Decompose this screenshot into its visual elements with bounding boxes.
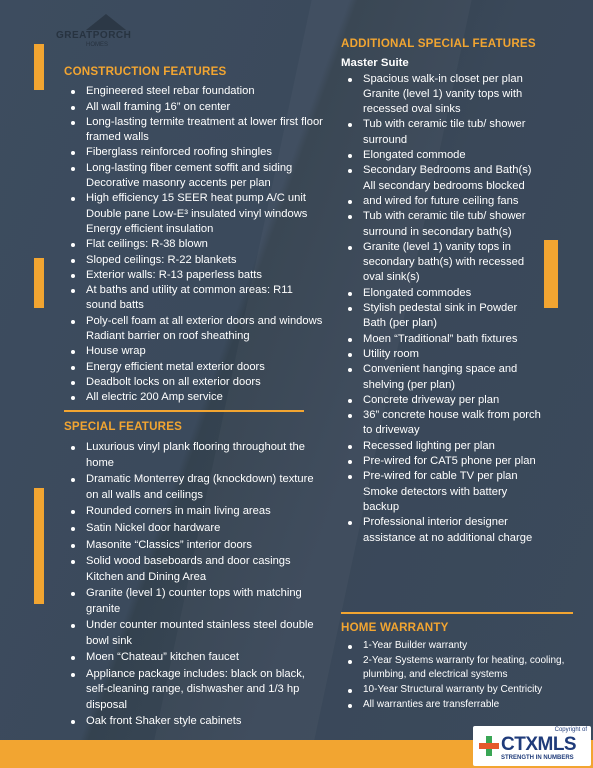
construction-section [64, 64, 326, 406]
special-item: Solid wood baseboards and door casings Kitchen and Dining Area [64, 554, 326, 585]
construction-item: High efficiency 15 SEER heat pump A/C unit Double pane Low-E³ insulated vinyl windows Energy efficient insulation [64, 191, 326, 237]
warranty-item: 10-Year Structural warranty by Centricity [341, 683, 571, 698]
warranty-item: All warranties are transferrable [341, 698, 571, 713]
construction-item: Energy efficient metal exterior doors [64, 360, 326, 375]
construction-item: Exterior walls: R-13 paperless batts [64, 268, 326, 283]
special-item: Oak front Shaker style cabinets [64, 714, 326, 729]
additional-item: Moen “Traditional” bath fixtures [341, 332, 541, 347]
special-item: Luxurious vinyl plank flooring throughout the home [64, 440, 326, 471]
construction-item: All wall framing 16” on center [64, 100, 326, 115]
special-item: Masonite “Classics” interior doors [64, 538, 326, 553]
special-item: Appliance package includes: black on black, self-cleaning range, dishwasher and 1/3 hp disposal [64, 667, 326, 713]
additional-item: and wired for future ceiling fans [341, 194, 541, 209]
warranty-item: 2-Year Systems warranty for heating, cooling, plumbing, and electrical systems [341, 654, 571, 683]
additional-section [341, 36, 541, 546]
accent-bar-right [544, 240, 558, 308]
construction-divider [64, 410, 304, 412]
additional-item: Elongated commodes [341, 286, 541, 301]
special-section [64, 419, 326, 731]
construction-title: CONSTRUCTION FEATURES [64, 65, 227, 78]
warranty-section [341, 620, 571, 712]
construction-item: Flat ceilings: R-38 blown [64, 237, 326, 252]
additional-item: Recessed lighting per plan [341, 439, 541, 454]
additional-item: Granite (level 1) vanity tops in secondary bath(s) with recessed oval sink(s) [341, 240, 541, 286]
warranty-list [341, 639, 571, 712]
special-item: Granite (level 1) counter tops with matching granite [64, 586, 326, 617]
additional-item: Stylish pedestal sink in Powder Bath (per plan) [341, 301, 541, 332]
logo-tagline: HOMES [86, 42, 109, 48]
construction-item: Long-lasting termite treatment at lower first floor framed walls [64, 115, 326, 146]
additional-item: Convenient hanging space and shelving (per plan) [341, 362, 541, 393]
additional-title: ADDITIONAL SPECIAL FEATURES [341, 37, 536, 50]
additional-item: Elongated commode [341, 148, 541, 163]
accent-bar-mid-left [34, 258, 44, 308]
warranty-title: HOME WARRANTY [341, 621, 449, 634]
additional-item: Tub with ceramic tile tub/ shower surround [341, 117, 541, 148]
accent-bar-bottom-left [34, 488, 44, 604]
logo-name: GREATPORCH [56, 30, 132, 41]
additional-item: Secondary Bedrooms and Bath(s) All secondary bedrooms blocked [341, 163, 541, 194]
construction-list [64, 84, 326, 405]
additional-item: Pre-wired for CAT5 phone per plan [341, 454, 541, 469]
ctxmls-tagline: STRENGTH IN NUMBERS [501, 755, 574, 761]
special-item: Satin Nickel door hardware [64, 521, 326, 536]
additional-item: Utility room [341, 347, 541, 362]
special-item: Rounded corners in main living areas [64, 504, 326, 519]
additional-item: Spacious walk-in closet per plan Granite (level 1) vanity tops with recessed oval sinks [341, 72, 541, 118]
construction-item: House wrap [64, 344, 326, 359]
ctxmls-badge [473, 726, 591, 766]
construction-item: Sloped ceilings: R-22 blankets [64, 253, 326, 268]
construction-item: Fiberglass reinforced roofing shingles [64, 145, 326, 160]
additional-divider [341, 612, 573, 614]
additional-item: 36” concrete house walk from porch to driveway [341, 408, 541, 439]
house-roof-icon [86, 14, 126, 30]
copyright-label: Copyright of [554, 727, 587, 733]
additional-item: Tub with ceramic tile tub/ shower surround in secondary bath(s) [341, 209, 541, 240]
special-item: Under counter mounted stainless steel double bowl sink [64, 618, 326, 649]
texas-cross-icon [479, 736, 499, 756]
additional-item: Professional interior designer assistance at no additional charge [341, 515, 541, 546]
accent-bar-top-left [34, 44, 44, 90]
construction-item: All electric 200 Amp service [64, 390, 326, 405]
construction-item: Deadbolt locks on all exterior doors [64, 375, 326, 390]
special-list [64, 440, 326, 729]
warranty-item: 1-Year Builder warranty [341, 639, 571, 654]
special-item: Moen “Chateau” kitchen faucet [64, 650, 326, 665]
special-title: SPECIAL FEATURES [64, 420, 183, 433]
construction-item: Engineered steel rebar foundation [64, 84, 326, 99]
special-item: Dramatic Monterrey drag (knockdown) texture on all walls and ceilings [64, 472, 326, 503]
ctxmls-brand: CTXMLS [501, 734, 577, 755]
additional-item: Concrete driveway per plan [341, 393, 541, 408]
construction-item: Poly-cell foam at all exterior doors and windows Radiant barrier on roof sheathing [64, 314, 326, 345]
construction-item: Long-lasting fiber cement soffit and siding Decorative masonry accents per plan [64, 161, 326, 192]
builder-logo [56, 14, 156, 54]
construction-item: At baths and utility at common areas: R11 sound batts [64, 283, 326, 314]
additional-item: Pre-wired for cable TV per plan Smoke detectors with battery backup [341, 469, 541, 515]
additional-list [341, 72, 541, 546]
master-suite-label: Master Suite [341, 57, 409, 70]
